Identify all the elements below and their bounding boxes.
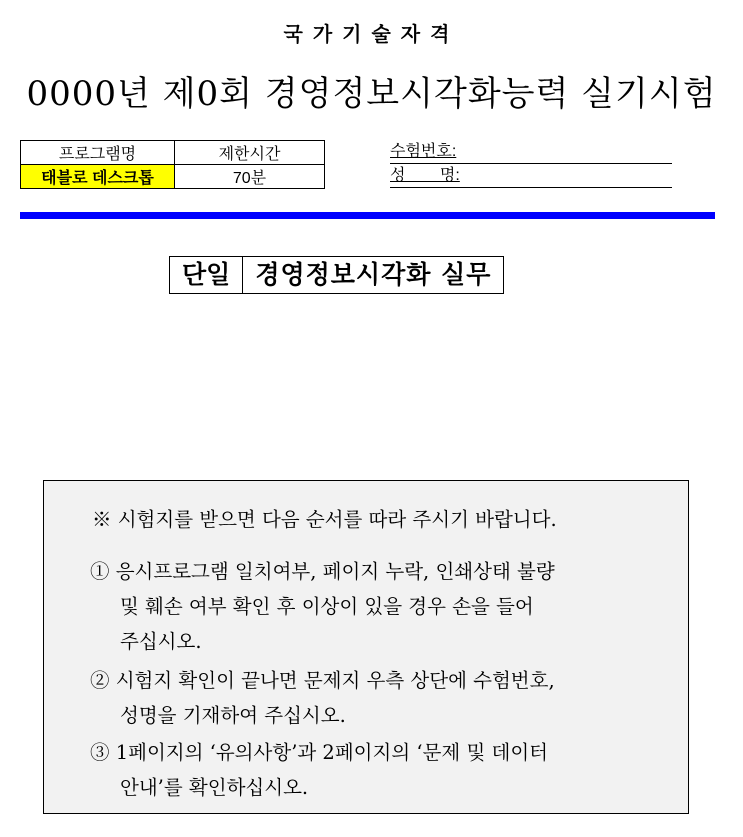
name-label: 성 명:	[390, 167, 460, 184]
notice-item1-line1: ① 응시프로그램 일치여부, 페이지 누락, 인쇄상태 불량	[90, 560, 555, 583]
notice-item3-line2: 안내’를 확인하십시오.	[120, 776, 309, 799]
program-header-cell: 프로그램명	[21, 141, 175, 165]
candidate-fields	[390, 140, 672, 188]
notice-item1-line3: 주십시오.	[120, 630, 202, 653]
exam-number-label: 수험번호:	[390, 143, 457, 160]
notice-intro: ※ 시험지를 받으면 다음 순서를 따라 주시기 바랍니다.	[92, 508, 557, 531]
table-value-row	[21, 165, 325, 189]
notice-item3-line1: ③ 1페이지의 ‘유의사항’과 2페이지의 ‘문제 및 데이터	[90, 741, 549, 764]
time-header-cell: 제한시간	[175, 141, 325, 165]
time-value-cell: 70분	[175, 165, 325, 189]
instruction-box	[43, 480, 689, 814]
divider-bar	[20, 212, 715, 219]
certification-label: 국가기술자격	[283, 24, 460, 46]
notice-item2-line1: ② 시험지 확인이 끝나면 문제지 우측 상단에 수험번호,	[90, 669, 555, 692]
subject-part2: 경영정보시각화 실무	[255, 260, 492, 289]
subject-box	[169, 256, 504, 294]
exam-number-field	[390, 140, 672, 164]
notice-item2-line2: 성명을 기재하여 주십시오.	[120, 704, 346, 727]
exam-title: 0000년 제0회 경영정보시각화능력 실기시험	[26, 74, 717, 114]
subject-part1: 단일	[170, 257, 243, 293]
name-field	[390, 164, 672, 188]
program-info-table	[20, 140, 325, 189]
notice-item1-line2: 및 훼손 여부 확인 후 이상이 있을 경우 손을 들어	[120, 595, 534, 618]
table-header-row	[21, 141, 325, 165]
program-value-cell: 태블로 데스크톱	[21, 165, 175, 189]
